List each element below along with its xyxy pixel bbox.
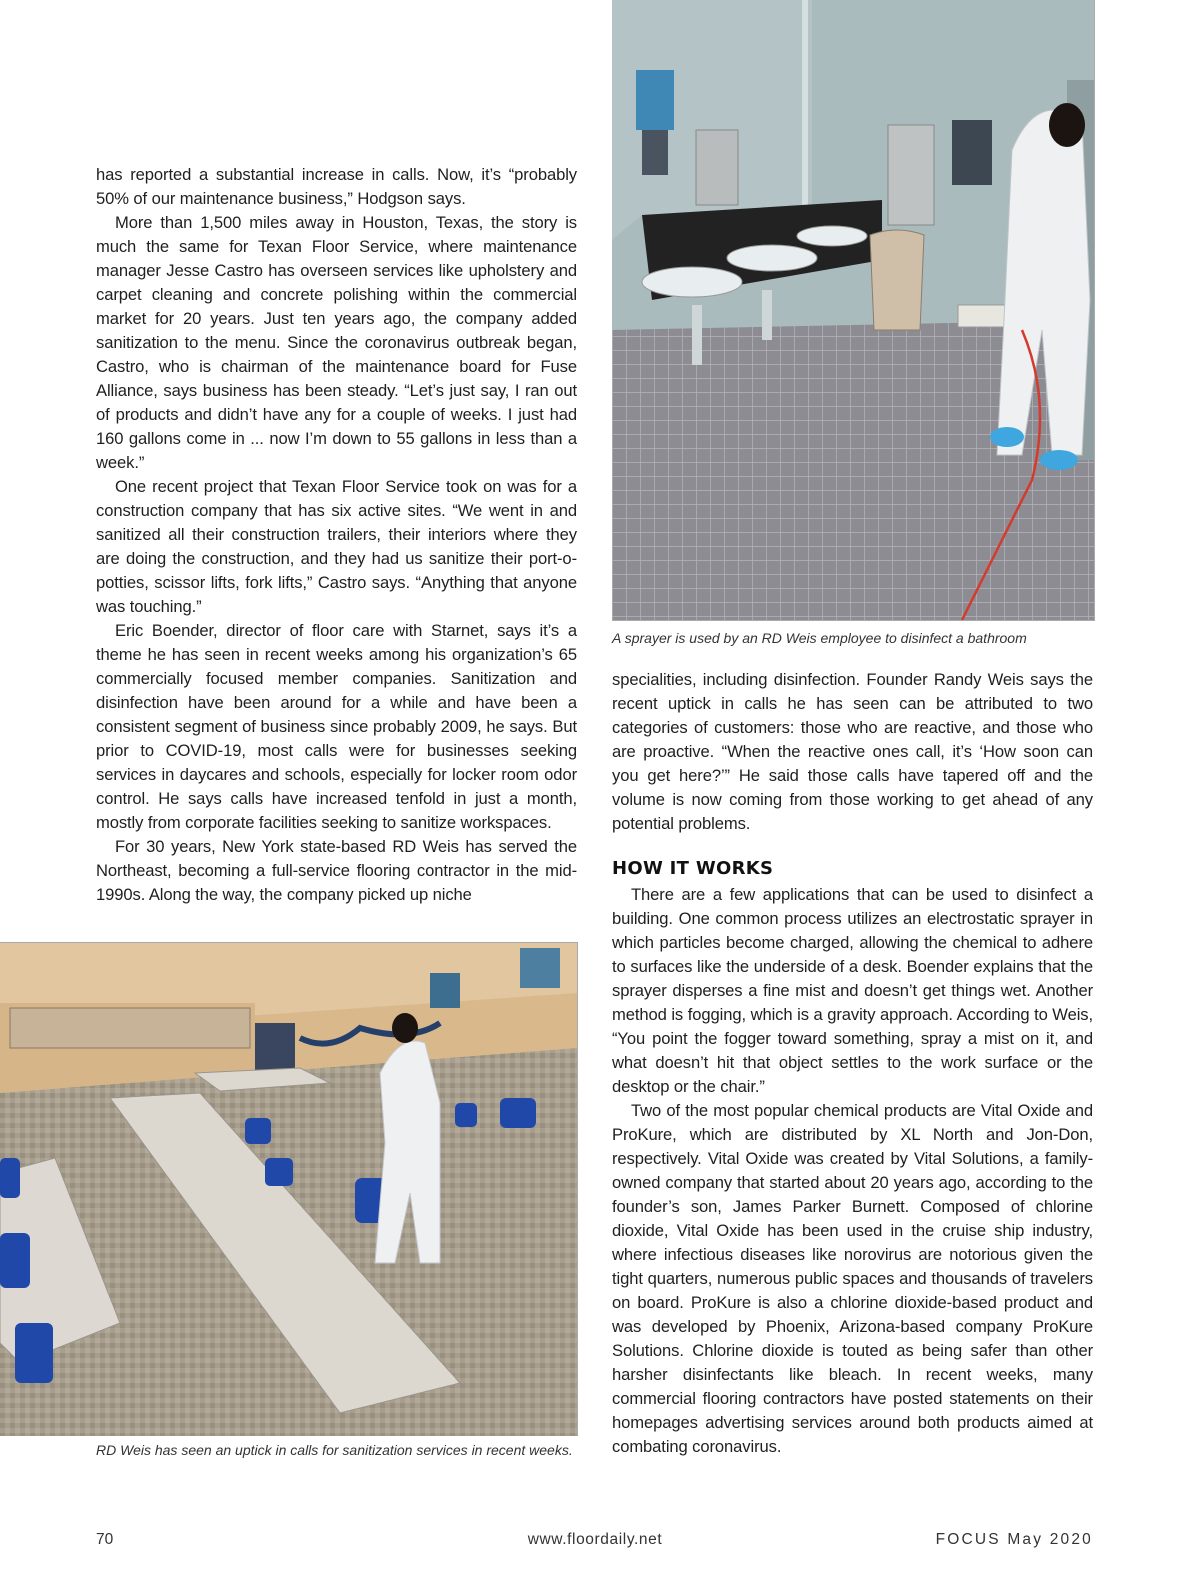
paragraph: specialities, including disinfection. Founder Randy Weis says the recent uptick in calls he has seen can be attributed to two categories of customers: those who are reactive, and those who are proactive. “When the reactive ones call, it’s ‘How soon can you get here?’” He said those calls have tapered off and the volume is now coming from those working to get ahead of any potential problems. xyxy=(612,670,1093,833)
page-number: 70 xyxy=(96,1531,114,1548)
meeting-room-illustration xyxy=(0,943,577,1436)
left-article-column xyxy=(96,163,577,907)
bathroom-photo xyxy=(612,0,1095,621)
bathroom-illustration xyxy=(612,0,1094,620)
paragraph: There are a few applications that can be used to disinfect a building. One common process utilizes an electrostatic sprayer in which particles become charged, allowing the chemical to adhere to surfaces like the underside of a desk. Boender explains that the sprayer disperses a fine mist and doesn’t get things wet. Another method is fogging, which is a gravity approach. According to Weis, “You point the fogger toward something, spray a mist on it, and what doesn’t hit that object settles to the work surface or the desktop or the chair.” xyxy=(612,885,1093,1096)
right-article-column-top xyxy=(612,668,1093,836)
paragraph: For 30 years, New York state-based RD Weis has served the Northeast, becoming a full-service flooring contractor in the mid-1990s. Along the way, the company picked up niche xyxy=(96,837,577,904)
paragraph: has reported a substantial increase in calls. Now, it’s “probably 50% of our maintenance business,” Hodgson says. xyxy=(96,165,577,208)
footer-issue: FOCUS May 2020 xyxy=(935,1531,1093,1548)
paragraph: One recent project that Texan Floor Service took on was for a construction company that has six active sites. “We went in and sanitized all their construction trailers, their interiors where they are doing the construction, and they had us sanitize their port-o-potties, scissor lifts, fork lifts,” Castro says. “Anything that anyone was touching.” xyxy=(96,477,577,616)
footer-url: www.floordaily.net xyxy=(527,1531,663,1548)
paragraph: More than 1,500 miles away in Houston, Texas, the story is much the same for Texan Floor Service, where maintenance manager Jesse Castro has overseen services like upholstery and carpet cleaning and concrete polishing within the commercial market for 20 years. Just ten years ago, the company added sanitization to the menu. Since the coronavirus outbreak began, Castro, who is chairman of the maintenance board for Fuse Alliance, says business has been steady. “Let’s just say, I ran out of products and didn’t have any for a couple of weeks. I just had 160 gallons come in ... now I’m down to 55 gallons in less than a week.” xyxy=(96,213,577,472)
meeting-room-photo xyxy=(0,942,578,1436)
section-heading: HOW IT WORKS xyxy=(612,858,774,879)
right-article-column-bottom xyxy=(612,883,1093,1459)
paragraph: Two of the most popular chemical products are Vital Oxide and ProKure, which are distributed by XL North and Jon-Don, respectively. Vital Oxide was created by Vital Solutions, a family-owned company that started about 20 years ago, according to the founder’s son, James Parker Burnett. Composed of chlorine dioxide, Vital Oxide has been used in the cruise ship industry, where infectious diseases like norovirus are notorious given the tight quarters, numerous public spaces and thousands of travelers on board. ProKure is also a chlorine dioxide-based product and was developed by Phoenix, Arizona-based company ProKure Solutions. Chlorine dioxide is touted as being safer than other harsher disinfectants like bleach. In recent weeks, many commercial flooring contractors have posted statements on their homepages advertising services around both products aimed at combating coronavirus. xyxy=(612,1101,1093,1456)
paragraph: Eric Boender, director of floor care with Starnet, says it’s a theme he has seen in recent weeks among his organization’s 65 commercially focused member companies. Sanitization and disinfection have been around for a while and have been a consistent segment of business since probably 2009, he says. But prior to COVID-19, most calls were for businesses seeking services in daycares and schools, especially for locker room odor control. He says calls have increased tenfold in just a month, mostly from corporate facilities seeking to sanitize workspaces. xyxy=(96,621,577,832)
bathroom-photo-caption: A sprayer is used by an RD Weis employee to disinfect a bathroom xyxy=(612,630,1027,646)
meeting-room-photo-caption: RD Weis has seen an uptick in calls for sanitization services in recent weeks. xyxy=(96,1442,573,1458)
